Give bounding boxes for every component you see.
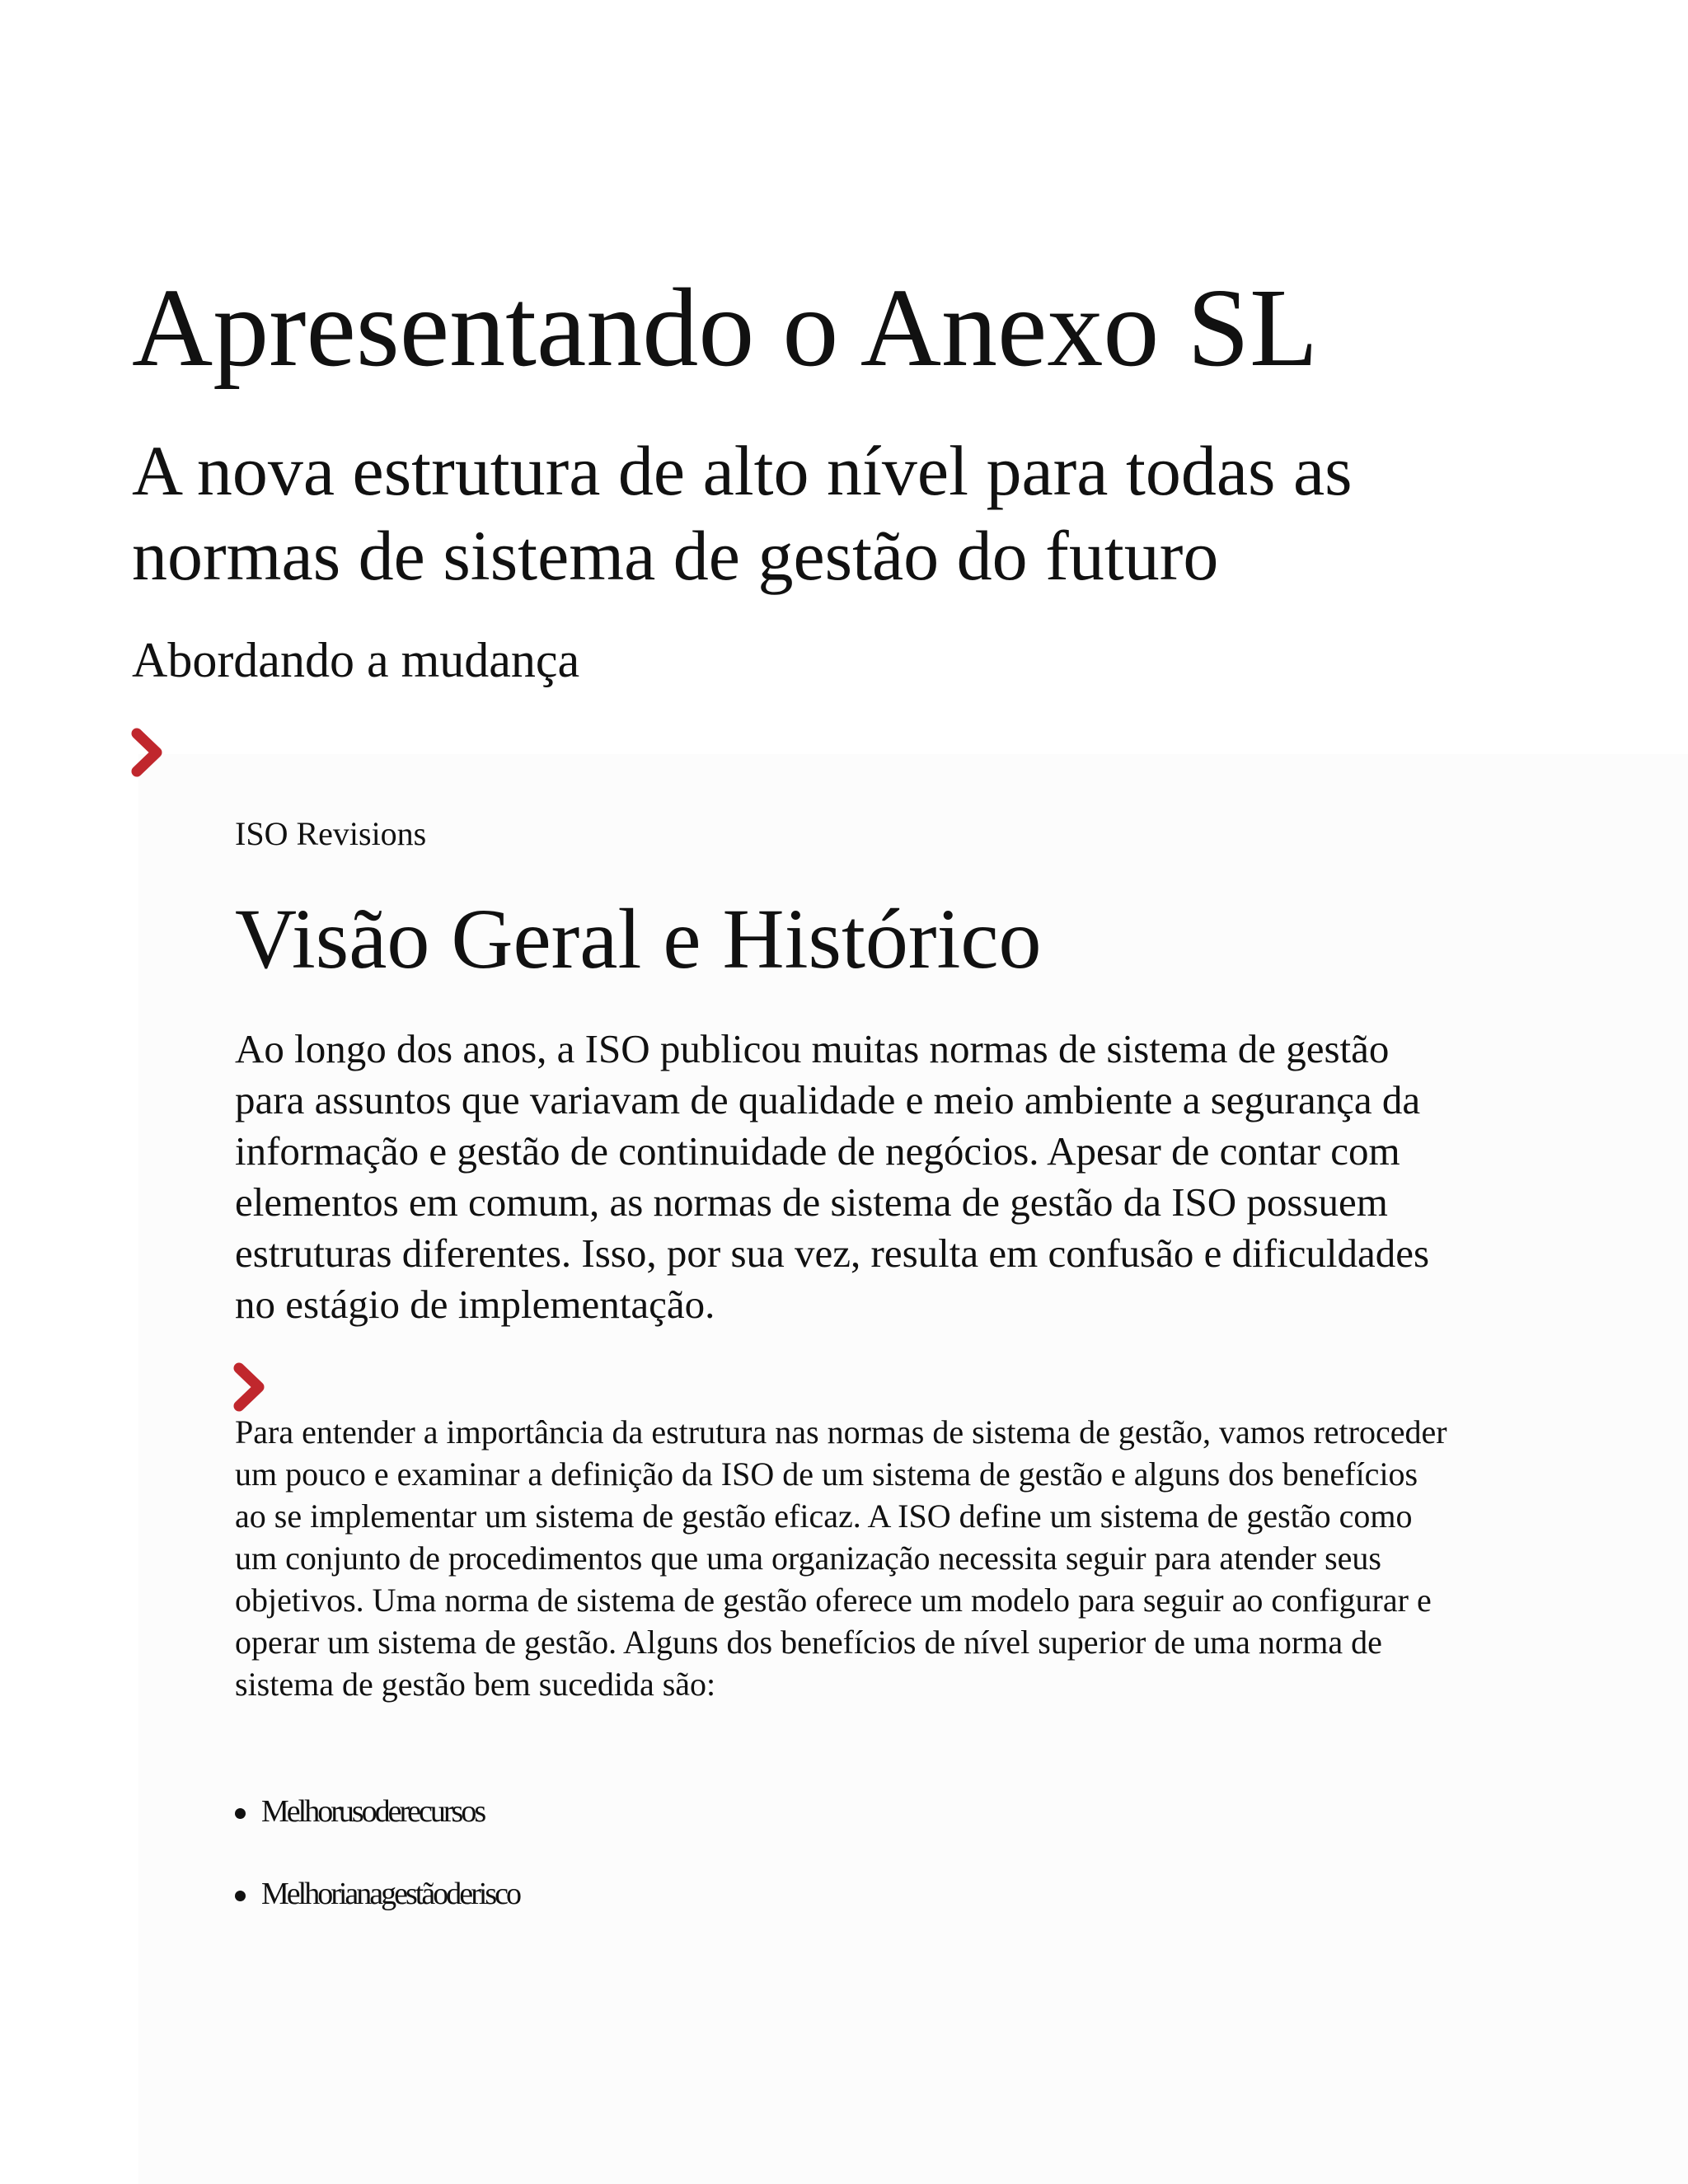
list-item-label: Melhorianagestãoderisco — [261, 1877, 519, 1911]
bullet-icon — [235, 1808, 246, 1819]
benefits-list — [235, 1787, 1389, 1952]
list-item — [235, 1869, 1389, 1952]
section-title: Visão Geral e Histórico — [235, 892, 1042, 987]
body-paragraph: Para entender a importância da estrutura nas normas de sistema de gestão, vamos retroceder um pouco e examinar a definição da ISO de um sistema de gestão e alguns dos benefícios ao se implementar um sistema de gestão eficaz. A ISO define um sistema de gestão como um conjunto de procedimentos que uma organização necessita seguir para atender seus objetivos. Uma norma de sistema de gestão oferece um modelo para seguir ao configurar e operar um sistema de gestão. Alguns dos benefícios de nível superior de uma norma de sistema de gestão bem sucedida são: — [235, 1413, 1447, 1703]
section-kicker: ISO Revisions — [235, 815, 427, 852]
chevron-right-icon — [130, 727, 166, 778]
list-item-label: Melhorusoderecursos — [261, 1794, 485, 1829]
chevron-right-icon — [232, 1361, 269, 1413]
page-subtitle: A nova estrutura de alto nível para todas as normas de sistema de gestão do futuro — [132, 431, 1353, 595]
page-title: Apresentando o Anexo SL — [132, 266, 1319, 390]
list-item — [235, 1787, 1389, 1869]
section-heading: Abordando a mudança — [132, 633, 580, 687]
intro-paragraph: Ao longo dos anos, a ISO publicou muitas normas de sistema de gestão para assuntos que variavam de qualidade e meio ambiente a segurança da informação e gestão de continuidade de negócios. Apesar de contar com elementos em comum, as normas de sistema de gestão da ISO possuem estruturas diferentes. Isso, por sua vez, resulta em confusão e dificuldades no estágio de implementação. — [235, 1026, 1430, 1327]
bullet-icon — [235, 1891, 246, 1901]
